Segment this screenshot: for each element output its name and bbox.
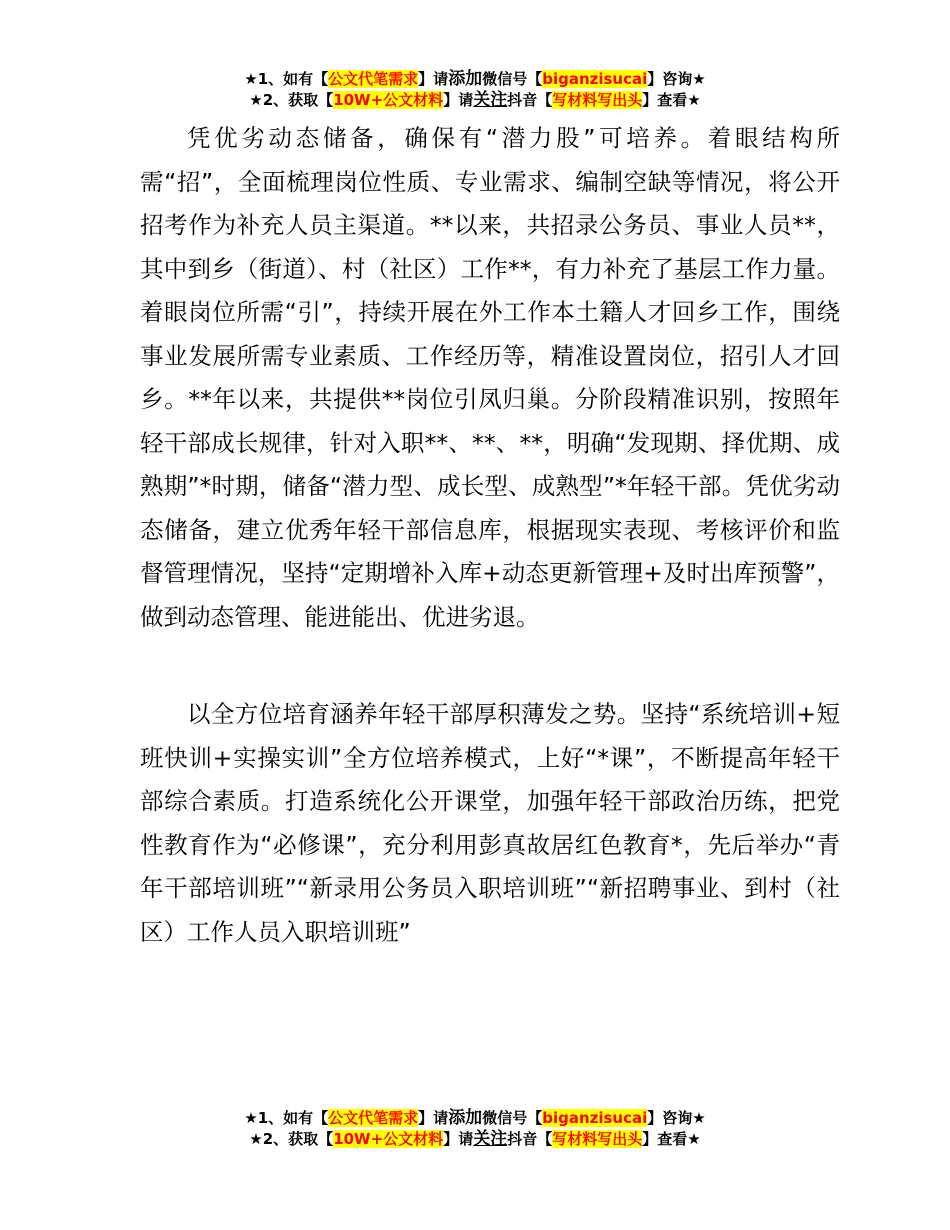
banner-line-1	[0, 69, 950, 90]
banner-text: 】查看★	[642, 1130, 701, 1148]
banner-emphasis: 添加	[448, 69, 483, 89]
banner-text: 】咨询★	[647, 1109, 706, 1127]
paragraph-2: 以全方位培育涵养年轻干部厚积薄发之势。坚持“系统培训+短班快训+实操实训”全方位培养模式，上好“*课”，不断提高年轻干部综合素质。打造系统化公开课堂，加强年轻干部政治历练，把党性教育作为“必修课”，充分利用彭真故居红色教育*，先后举办“青年干部培训班”“新录用公务员入职培训班”“新招聘事业、到村（社区）工作人员入职培训班”	[140, 700, 840, 946]
banner-line-2	[0, 90, 950, 111]
body-section-1	[140, 117, 840, 639]
banner-text: 】请	[418, 1109, 449, 1127]
banner-highlight: 公文代笔需求	[328, 1109, 419, 1127]
banner-text: 抖音【	[507, 91, 553, 109]
banner-highlight: 写材料写出头	[552, 1130, 643, 1148]
banner-text: 】请	[443, 91, 474, 109]
banner-emphasis: 关注	[473, 90, 508, 110]
banner-highlight: 10W+公文材料	[333, 91, 444, 109]
banner-text: ★1、如有【	[244, 1109, 329, 1127]
paragraph-1: 凭优劣动态储备，确保有“潜力股”可培养。着眼结构所需“招”，全面梳理岗位性质、专业需求、编制空缺等情况，将公开招考作为补充人员主渠道。**以来，共招录公务员、事业人员**，其中到乡（街道）、村（社区）工作**，有力补充了基层工作力量。着眼岗位所需“引”，持续开展在外工作本土籍人才回乡工作，围绕事业发展所需专业素质、工作经历等，精准设置岗位，招引人才回乡。**年以来，共提供**岗位引凤归巢。分阶段精准识别，按照年轻干部成长规律，针对入职**、**、**，明确“发现期、择优期、成熟期”*时期，储备“潜力型、成长型、成熟型”*年轻干部。凭优劣动态储备，建立优秀年轻干部信息库，根据现实表现、考核评价和监督管理情况，坚持“定期增补入库+动态更新管理+及时出库预警”，做到动态管理、能进能出、优进劣退。	[140, 124, 840, 631]
banner-text: 微信号【	[482, 70, 543, 88]
banner-highlight: 10W+公文材料	[333, 1130, 444, 1148]
banner-text: 】请	[443, 1130, 474, 1148]
top-banner	[0, 69, 950, 111]
banner-highlight: 写材料写出头	[552, 91, 643, 109]
banner-highlight: 公文代笔需求	[328, 70, 419, 88]
banner-text: 】查看★	[642, 91, 701, 109]
banner-text: 】咨询★	[647, 70, 706, 88]
banner-emphasis: 关注	[473, 1129, 508, 1149]
banner-text: 抖音【	[507, 1130, 553, 1148]
bottom-banner	[0, 1108, 950, 1150]
banner-highlight: biganzisucai	[542, 70, 648, 88]
banner-text: ★1、如有【	[244, 70, 329, 88]
body-section-2	[140, 693, 840, 954]
banner-line-1	[0, 1108, 950, 1129]
banner-emphasis: 添加	[448, 1108, 483, 1128]
banner-text: 微信号【	[482, 1109, 543, 1127]
banner-text: ★2、获取【	[249, 91, 334, 109]
banner-text: ★2、获取【	[249, 1130, 334, 1148]
banner-highlight: biganzisucai	[542, 1109, 648, 1127]
banner-text: 】请	[418, 70, 449, 88]
banner-line-2	[0, 1129, 950, 1150]
